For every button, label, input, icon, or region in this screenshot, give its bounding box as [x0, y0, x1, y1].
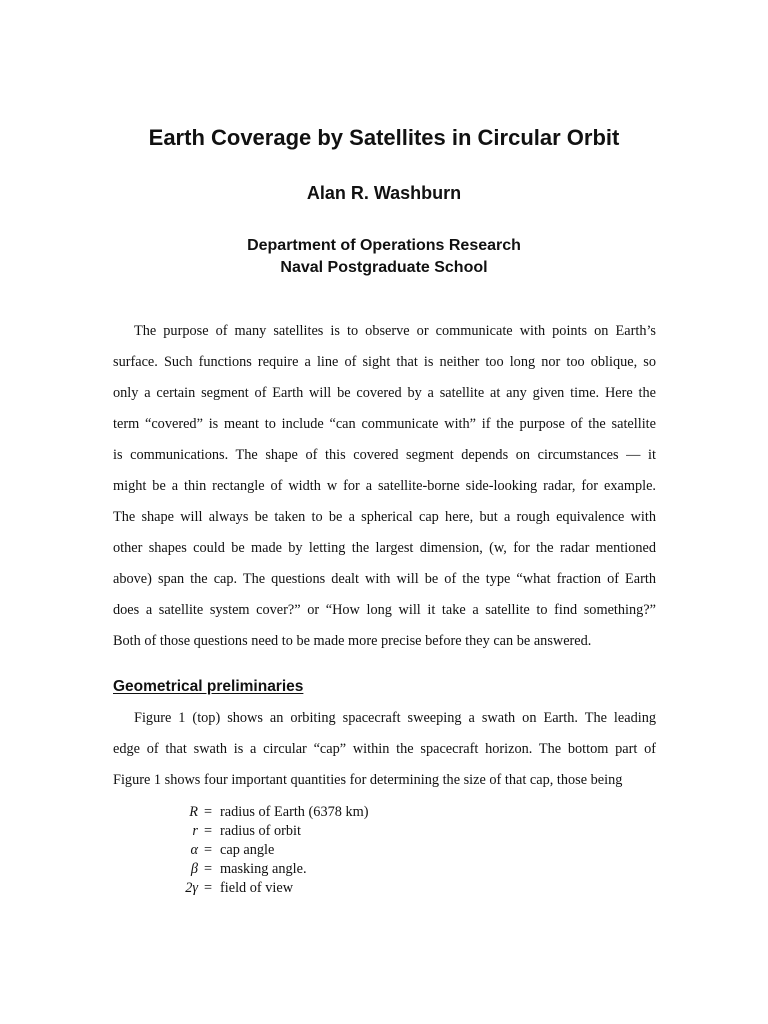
paragraph-line: The shape will always be taken to be a spherical cap here, but a rough equivalence with [113, 509, 656, 525]
definition-symbol: β [190, 861, 198, 877]
definition-equals: = [203, 804, 213, 820]
definition-row [176, 803, 369, 822]
definition-symbol: α [190, 842, 198, 858]
paragraph-line: Both of those questions need to be made more precise before they can be answered. [113, 633, 592, 649]
paragraph-line: edge of that swath is a circular “cap” within the spacecraft horizon. The bottom part of [113, 741, 656, 757]
affiliation [0, 235, 768, 279]
paper-title: Earth Coverage by Satellites in Circular Orbit [148, 125, 620, 150]
paragraph-line: Figure 1 (top) shows an orbiting spacecraft sweeping a swath on Earth. The leading [134, 710, 656, 726]
author-name: Alan R. Washburn [306, 183, 462, 203]
definition-text: field of view [220, 880, 294, 896]
paragraph-line: surface. Such functions require a line of sight that is neither too long nor too oblique, so [113, 354, 656, 370]
definition-row [176, 879, 369, 898]
definition-row [176, 822, 369, 841]
definition-text: radius of orbit [220, 823, 301, 839]
definition-equals: = [203, 880, 213, 896]
department-name: Department of Operations Research [247, 237, 521, 254]
paragraph-line: above) span the cap. The questions dealt with will be of the type “what fraction of Earth [113, 571, 656, 587]
definition-text: radius of Earth (6378 km) [220, 804, 369, 820]
paragraph-line: other shapes could be made by letting the largest dimension, (w, for the radar mentioned [113, 540, 656, 556]
definition-list [176, 803, 369, 898]
definition-equals: = [203, 823, 213, 839]
definition-symbol: R [189, 804, 198, 820]
intro-paragraph [113, 316, 656, 657]
definition-text: cap angle [220, 842, 275, 858]
paragraph-line: Figure 1 shows four important quantities for determining the size of that cap, those being [113, 772, 623, 788]
paragraph-line: only a certain segment of Earth will be covered by a satellite at any given time. Here the [113, 385, 656, 401]
paragraph-line: The purpose of many satellites is to observe or communicate with points on Earth’s [134, 323, 656, 339]
section-paragraph [113, 703, 656, 796]
definition-symbol: r [192, 823, 198, 839]
section-heading: Geometrical preliminaries [113, 678, 304, 695]
definition-equals: = [203, 861, 213, 877]
paragraph-line: term “covered” is meant to include “can communicate with” if the purpose of the satellite [113, 416, 656, 432]
paragraph-line: is communications. The shape of this covered segment depends on circumstances — it [113, 447, 656, 463]
definition-row [176, 860, 369, 879]
paragraph-line: might be a thin rectangle of width w for a satellite-borne side-looking radar, for example. [113, 478, 656, 494]
school-name: Naval Postgraduate School [280, 259, 488, 276]
definition-text: masking angle. [220, 861, 307, 877]
definition-symbol: 2γ [185, 880, 198, 896]
paragraph-line: does a satellite system cover?” or “How long will it take a satellite to find something?” [113, 602, 656, 618]
definition-equals: = [203, 842, 213, 858]
definition-row [176, 841, 369, 860]
